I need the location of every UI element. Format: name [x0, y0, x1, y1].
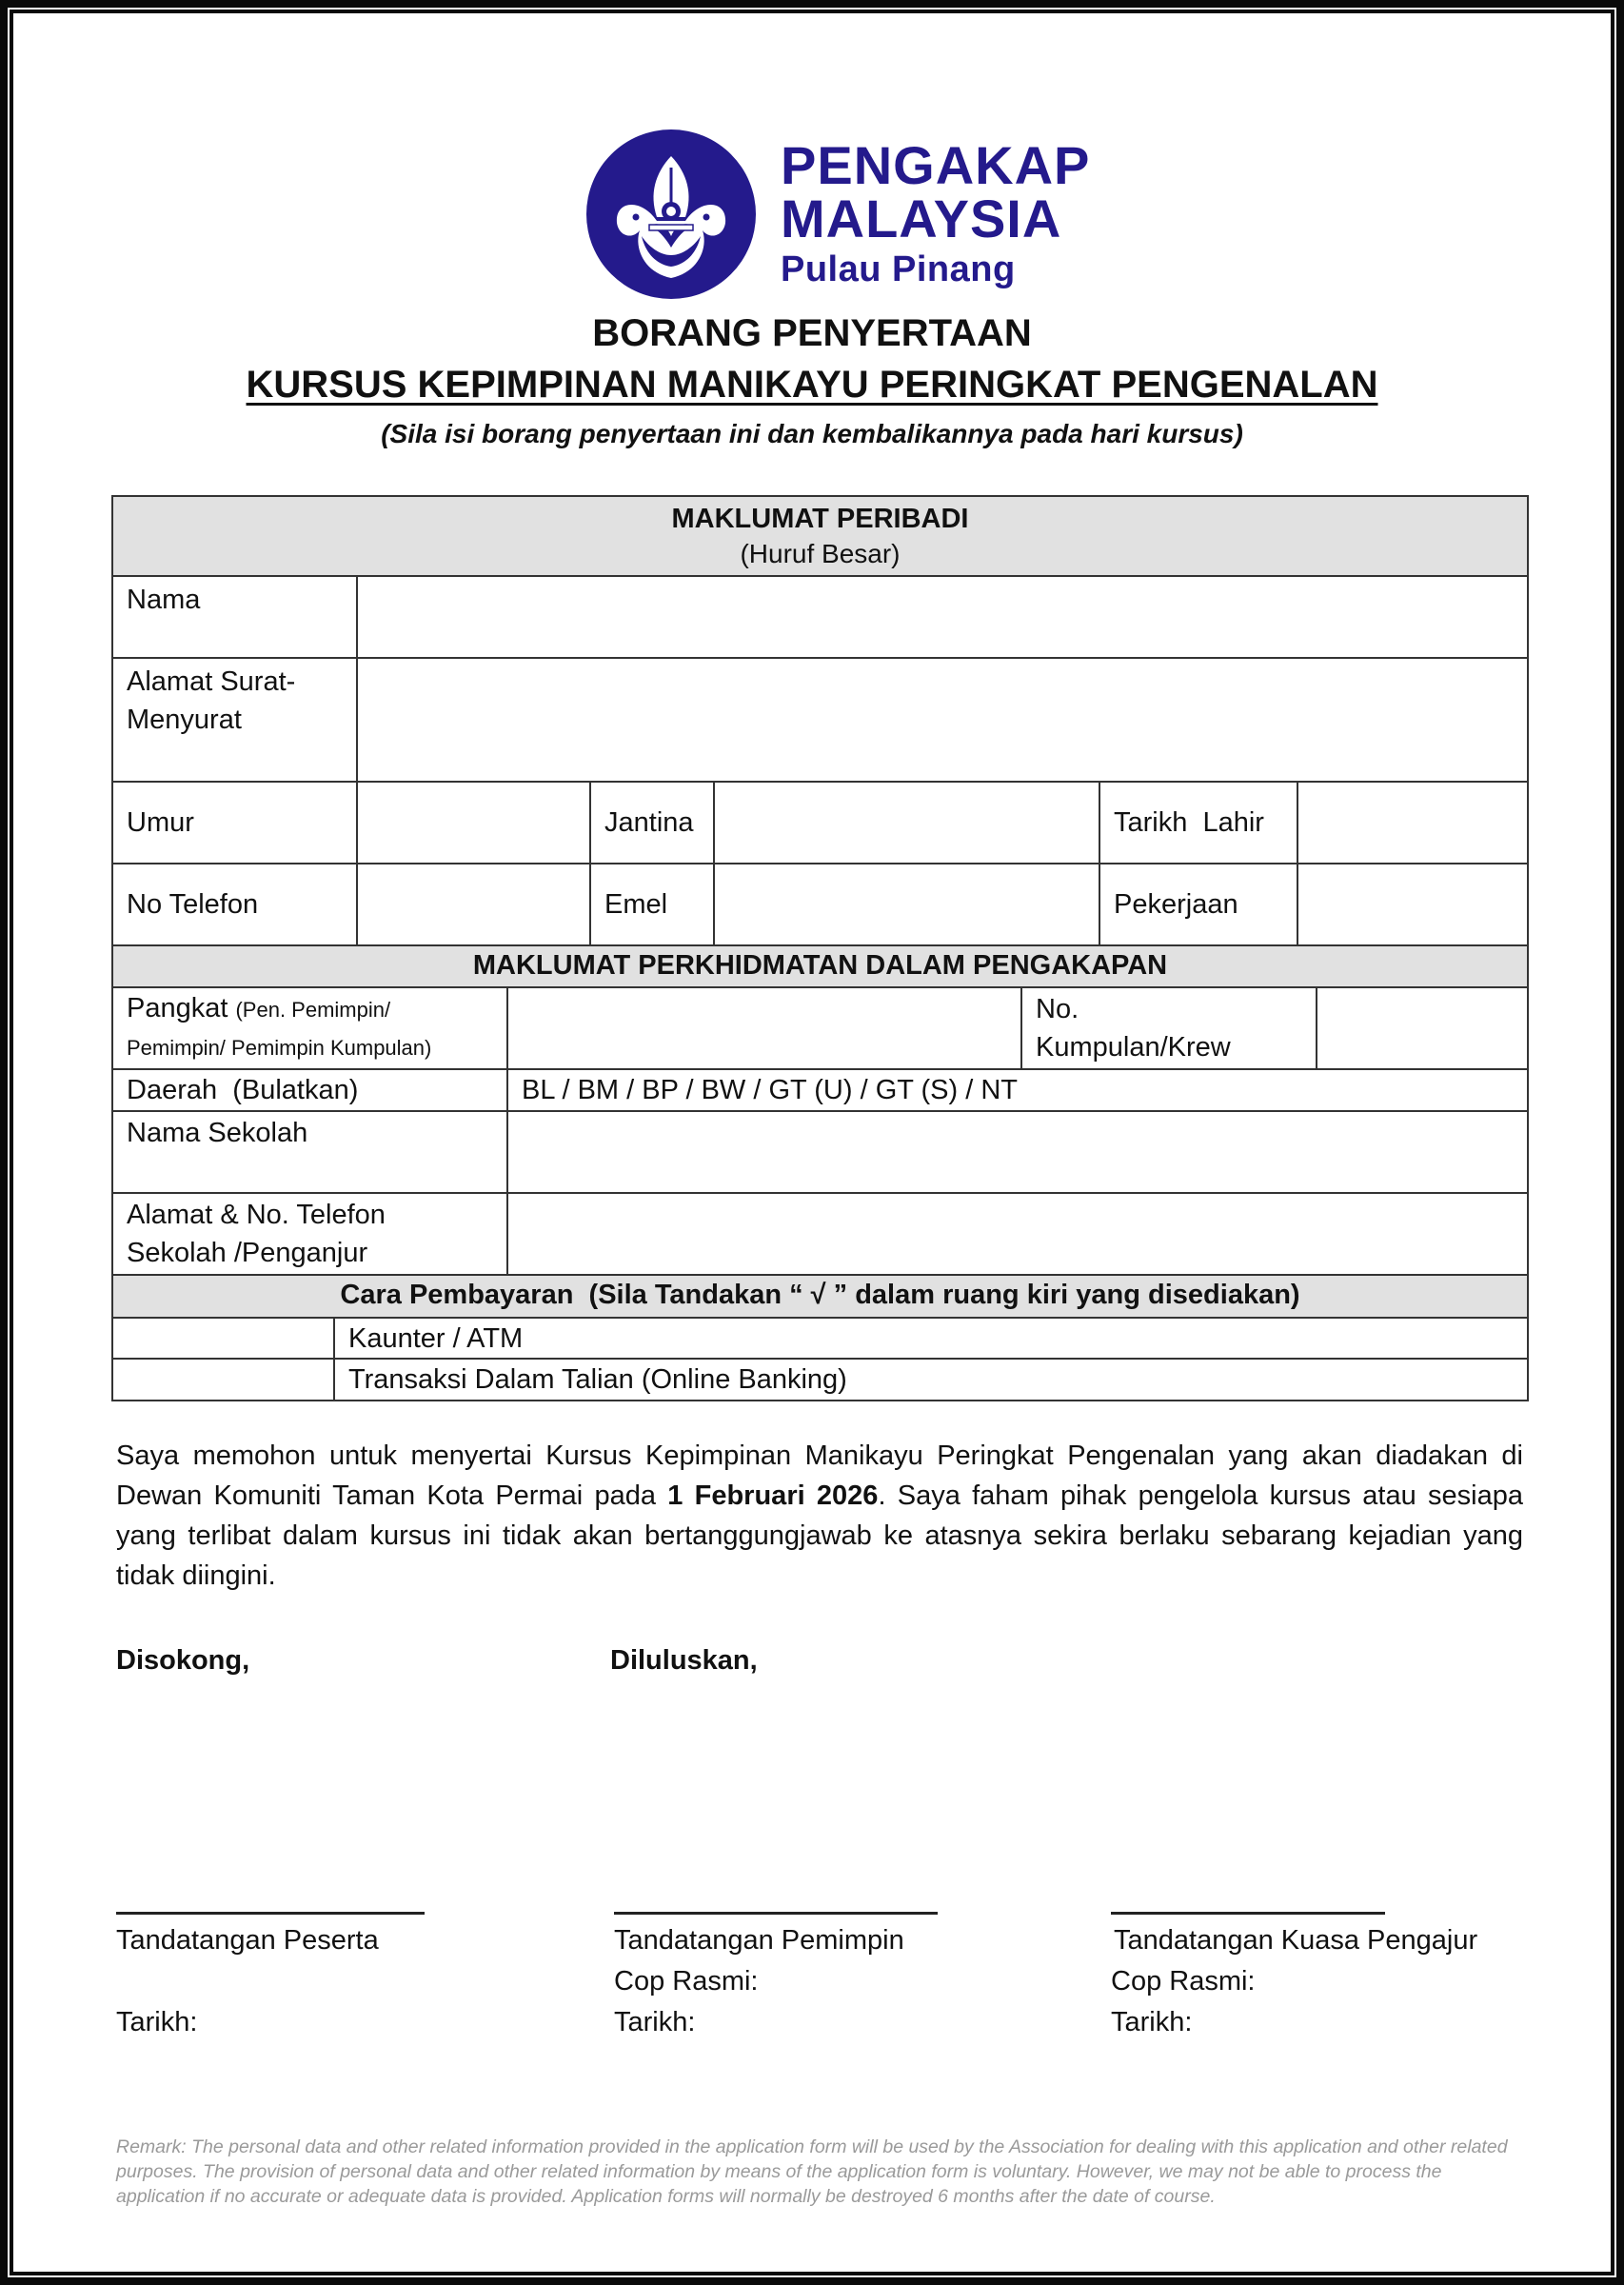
- nama-label-cell: [113, 577, 356, 657]
- pekerjaan-label-cell: [1099, 864, 1297, 944]
- authority-signature-line[interactable]: [1111, 1912, 1385, 1915]
- tarikh-lahir-label-cell: [1099, 783, 1297, 863]
- fleur-de-lis-scout-emblem-icon: [586, 129, 756, 299]
- service-info-header: [111, 946, 1529, 988]
- payment-option-label-cell: [333, 1360, 1527, 1400]
- logo-line-3: Pulau Pinang: [781, 249, 1016, 289]
- alamat-sekolah-label-line-2: Sekolah /Penganjur: [127, 1238, 368, 1268]
- logo-wordmark: [781, 135, 1091, 293]
- table-row-pangkat: [111, 988, 1529, 1070]
- kumpulan-label-line-2: Kumpulan/Krew: [1036, 1032, 1231, 1063]
- leader-date-label: Tarikh:: [614, 2007, 696, 2037]
- payment-option-row: [111, 1360, 1529, 1401]
- payment-checkbox-online[interactable]: [113, 1360, 333, 1400]
- emel-input[interactable]: [713, 864, 1099, 944]
- table-row-telefon: [111, 864, 1529, 946]
- nama-label: Nama: [127, 585, 201, 615]
- jantina-label-cell: [589, 783, 713, 863]
- pangkat-hint-line-2: Pemimpin/ Pemimpin Kumpulan): [127, 1036, 432, 1060]
- alamat-sekolah-label-cell: [113, 1194, 506, 1274]
- payment-option-row: [111, 1319, 1529, 1360]
- alamat-sekolah-label-line-1: Alamat & No. Telefon: [127, 1200, 386, 1230]
- kumpulan-label: [1022, 988, 1316, 1066]
- leader-stamp-label: Cop Rasmi:: [614, 1966, 759, 1997]
- daerah-label-cell: [113, 1070, 506, 1110]
- alamat-label-cell: [113, 659, 356, 781]
- authority-signature-label: Tandatangan Kuasa Pengajur: [1114, 1925, 1478, 1956]
- pekerjaan-label: Pekerjaan: [1114, 889, 1238, 920]
- course-title: [0, 362, 1624, 407]
- sekolah-input[interactable]: [506, 1112, 1527, 1192]
- kumpulan-input[interactable]: [1316, 988, 1527, 1068]
- organization-logo: [586, 129, 1091, 301]
- alamat-label-line-2: Menyurat: [127, 705, 242, 735]
- kumpulan-label-line-1: No.: [1036, 994, 1079, 1024]
- payment-heading: Cara Pembayaran (Sila Tandakan “ √ ” dalam ruang kiri yang disediakan): [340, 1280, 1300, 1310]
- umur-label: Umur: [127, 807, 194, 838]
- daerah-label: Daerah (Bulatkan): [127, 1075, 359, 1105]
- alamat-sekolah-input[interactable]: [506, 1194, 1527, 1274]
- jantina-label: Jantina: [604, 807, 694, 838]
- pekerjaan-input[interactable]: [1297, 864, 1527, 944]
- table-row-daerah: [111, 1070, 1529, 1112]
- participant-signature-label: Tandatangan Peserta: [116, 1925, 379, 1956]
- daerah-options-cell[interactable]: [506, 1070, 1527, 1110]
- jantina-input[interactable]: [713, 783, 1099, 863]
- payment-header: [111, 1276, 1529, 1319]
- telefon-input[interactable]: [356, 864, 589, 944]
- pangkat-label: [113, 988, 506, 1066]
- payment-option-label-cell: [333, 1319, 1527, 1358]
- table-row-alamat: [111, 659, 1529, 783]
- payment-option-label: Kaunter / ATM: [348, 1322, 524, 1354]
- participant-date-label: Tarikh:: [116, 2007, 198, 2037]
- table-row-sekolah: [111, 1112, 1529, 1194]
- privacy-remark: Remark: The personal data and other related information provided in the application form will be used by the Association for dealing with this application and other related purposes. The provision of personal data and other related information by means of the application form is voluntary. However, we may not be able to process the application if no accurate or adequate data is provided. Application forms will normally be destroyed 6 months after the date of course.: [116, 2136, 1508, 2207]
- sekolah-label-cell: [113, 1112, 506, 1192]
- alamat-sekolah-label: [113, 1194, 506, 1272]
- supported-heading: Disokong,: [116, 1645, 250, 1676]
- logo-line-2: MALAYSIA: [781, 189, 1062, 248]
- umur-input[interactable]: [356, 783, 589, 863]
- kumpulan-label-cell: [1020, 988, 1316, 1068]
- table-row-nama: [111, 577, 1529, 659]
- logo-line-1: PENGAKAP: [781, 135, 1091, 195]
- nama-input[interactable]: [356, 577, 1527, 657]
- form-title: BORANG PENYERTAAN: [592, 312, 1032, 354]
- emel-label-cell: [589, 864, 713, 944]
- pangkat-label-text: Pangkat: [127, 993, 228, 1023]
- leader-signature-line[interactable]: [614, 1912, 938, 1915]
- emel-label: Emel: [604, 889, 668, 920]
- pangkat-label-cell: [113, 988, 506, 1068]
- service-info-heading: MAKLUMAT PERKHIDMATAN DALAM PENGAKAPAN: [472, 950, 1168, 981]
- course-title-text: KURSUS KEPIMPINAN MANIKAYU PERINGKAT PENGENALAN: [246, 364, 1378, 406]
- sekolah-label: Nama Sekolah: [127, 1118, 308, 1148]
- table-row-alamat-sekolah: [111, 1194, 1529, 1276]
- alamat-label: [113, 659, 356, 739]
- leader-signature-label: Tandatangan Pemimpin: [614, 1925, 904, 1956]
- approved-heading: Diluluskan,: [610, 1645, 758, 1676]
- alamat-input[interactable]: [356, 659, 1527, 781]
- table-row-umur: [111, 783, 1529, 864]
- personal-info-subheading: (Huruf Besar): [740, 539, 901, 568]
- alamat-label-line-1: Alamat Surat-: [127, 666, 296, 697]
- telefon-label-cell: [113, 864, 356, 944]
- payment-checkbox-kaunter[interactable]: [113, 1319, 333, 1358]
- declaration-text-after: . Saya faham pihak pengelola kursus atau sesiapa yang terlibat dalam kursus ini tidak akan bertanggungjawab ke atasnya sekira berlaku sebarang kejadian yang tidak diingini.: [116, 1480, 1523, 1591]
- telefon-label: No Telefon: [127, 889, 259, 920]
- umur-label-cell: [113, 783, 356, 863]
- tarikh-lahir-input[interactable]: [1297, 783, 1527, 863]
- declaration-text-before: Saya memohon untuk menyertai Kursus Kepimpinan Manikayu Peringkat Pengenalan yang akan diadakan di Dewan Komuniti Taman Kota Permai pada: [116, 1441, 1523, 1511]
- personal-info-header: [111, 495, 1529, 577]
- personal-info-heading: MAKLUMAT PERIBADI: [671, 504, 969, 534]
- pangkat-input[interactable]: [506, 988, 1020, 1068]
- authority-stamp-label: Cop Rasmi:: [1111, 1966, 1256, 1997]
- daerah-options[interactable]: BL / BM / BP / BW / GT (U) / GT (S) / NT: [522, 1075, 1018, 1105]
- authority-date-label: Tarikh:: [1111, 2007, 1193, 2037]
- declaration-paragraph: [116, 1436, 1523, 1596]
- form-instruction: (Sila isi borang penyertaan ini dan kembalikannya pada hari kursus): [381, 419, 1243, 448]
- pangkat-hint-line-1: (Pen. Pemimpin/: [235, 998, 391, 1022]
- payment-option-label: Transaksi Dalam Talian (Online Banking): [348, 1364, 847, 1395]
- participant-signature-line[interactable]: [116, 1912, 425, 1915]
- tarikh-lahir-label: Tarikh Lahir: [1114, 807, 1264, 838]
- course-date: 1 Februari 2026: [667, 1480, 879, 1511]
